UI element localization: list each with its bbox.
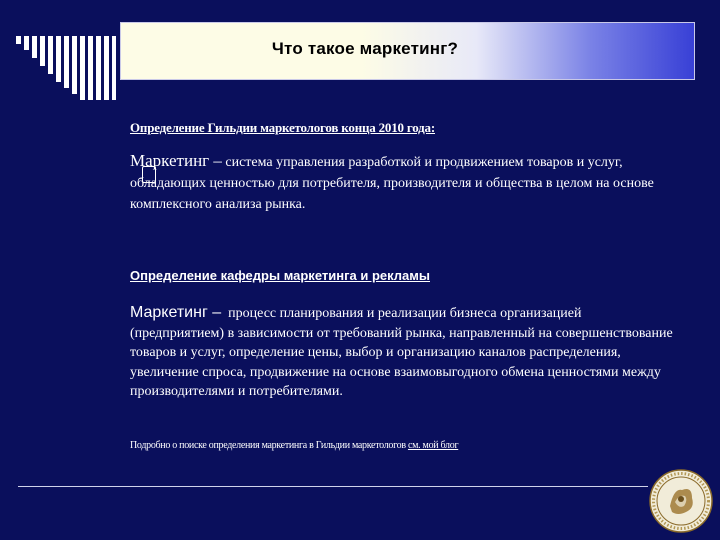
section1-definition — [130, 150, 670, 215]
blog-link[interactable]: см. мой блог — [407, 440, 459, 451]
section2-heading: Определение кафедры маркетинга и рекламы — [130, 268, 430, 283]
section2-term: Маркетинг – — [130, 304, 222, 321]
section2-text: процесс планирования и реализации бизнеса организацией (предприятием) в зависимости от требований рынка, направленный на совершенствование товаров и услуг, определение цены, выбор и организацию каналов распределения, увеличение спроса, продвижение на основе взаимовыгодного обмена ценностями между производителями и потребителями. — [130, 306, 673, 399]
section1-term: Маркетинг – — [130, 151, 222, 170]
university-seal-icon — [648, 468, 714, 534]
footnote-text: Подробно о поиске определения маркетинга в Гильдии маркетологов — [130, 440, 406, 451]
bottom-divider — [18, 486, 648, 487]
section1-heading: Определение Гильдии маркетологов конца 2010 года: — [130, 120, 435, 135]
footnote — [130, 440, 458, 451]
decorative-bars-icon — [0, 0, 125, 100]
section1-text: система управления разработкой и продвижением товаров и услуг, обладающих ценностью для потребителя, производителя и общества в целом на основе комплексного анализа рынка. — [130, 155, 654, 212]
section2-definition — [130, 303, 675, 402]
slide-title: Что такое маркетинг? — [271, 39, 459, 58]
bullet-icon — [142, 166, 156, 183]
